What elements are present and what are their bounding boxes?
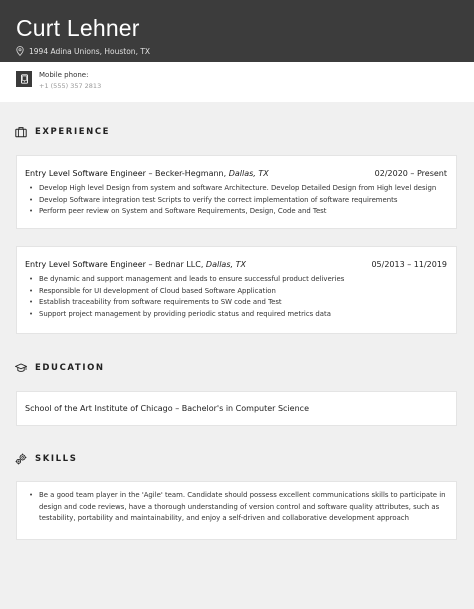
candidate-name: Curt Lehner [16,15,140,41]
list-item: • Establish traceability from software requirements to SW code and Test [25,297,448,309]
experience-card [16,155,457,229]
skills-heading [15,452,77,466]
job-title-line [25,260,246,269]
experience-heading [15,125,110,139]
company-name: Becker-Hegmann, [155,169,227,178]
list-item: • Be dynamic and support management and leads to ensure successful product deliveries [25,274,448,286]
separator: – [148,260,153,269]
school-name: School of the Art Institute of Chicago [25,404,173,413]
job-location: Dallas, TX [205,260,246,269]
job-dates: 02/2020 – Present [374,169,447,178]
resume-header [0,0,474,62]
address-text: 1994 Adina Unions, Houston, TX [29,46,151,56]
list-item: • Develop Software integration test Scripts to verify the correct implementation of software requirements [25,195,448,207]
list-item: • Perform peer review on System and Software Requirements, Design, Code and Test [25,206,448,218]
section-title-experience: EXPERIENCE [35,127,111,137]
section-title-skills: SKILLS [35,454,78,464]
company-name: Bednar LLC, [155,260,204,269]
briefcase-icon [15,126,27,138]
separator: – [148,169,153,178]
education-line [25,404,309,413]
experience-card [16,246,457,334]
list-item: • Be a good team player in the 'Agile' team. Candidate should possess excellent communications skills to participate in design and code reviews, have a thorough understanding of version control and software quality attributes, such as testability, portability and maintainability, and enjoy a self-driven and collaborative development approach [25,490,448,525]
gears-icon [15,453,27,465]
education-heading [15,361,105,375]
skills-bullets [25,490,448,525]
job-bullets [25,183,448,218]
phone-value: +1 (555) 357 2813 [39,82,102,90]
job-location: Dallas, TX [228,169,269,178]
job-title-line [25,169,269,178]
education-card [16,391,457,426]
job-dates: 05/2013 – 11/2019 [371,260,447,269]
job-title: Entry Level Software Engineer [25,260,146,269]
phone-icon [16,71,32,87]
list-item: • Responsible for UI development of Cloud based Software Application [25,286,448,298]
list-item: • Develop High level Design from system and software Architecture. Develop Detailed Design from High level design [25,183,448,195]
skills-card [16,481,457,540]
job-bullets [25,274,448,320]
address-row [16,45,150,57]
job-title: Entry Level Software Engineer [25,169,146,178]
phone-label: Mobile phone: [39,71,89,79]
graduation-cap-icon [15,362,27,374]
degree: Bachelor's in Computer Science [181,404,309,413]
map-pin-icon [16,46,24,56]
list-item: • Support project management by providing periodic status and required metrics data [25,309,448,321]
separator: – [175,404,180,413]
section-title-education: EDUCATION [35,363,105,373]
